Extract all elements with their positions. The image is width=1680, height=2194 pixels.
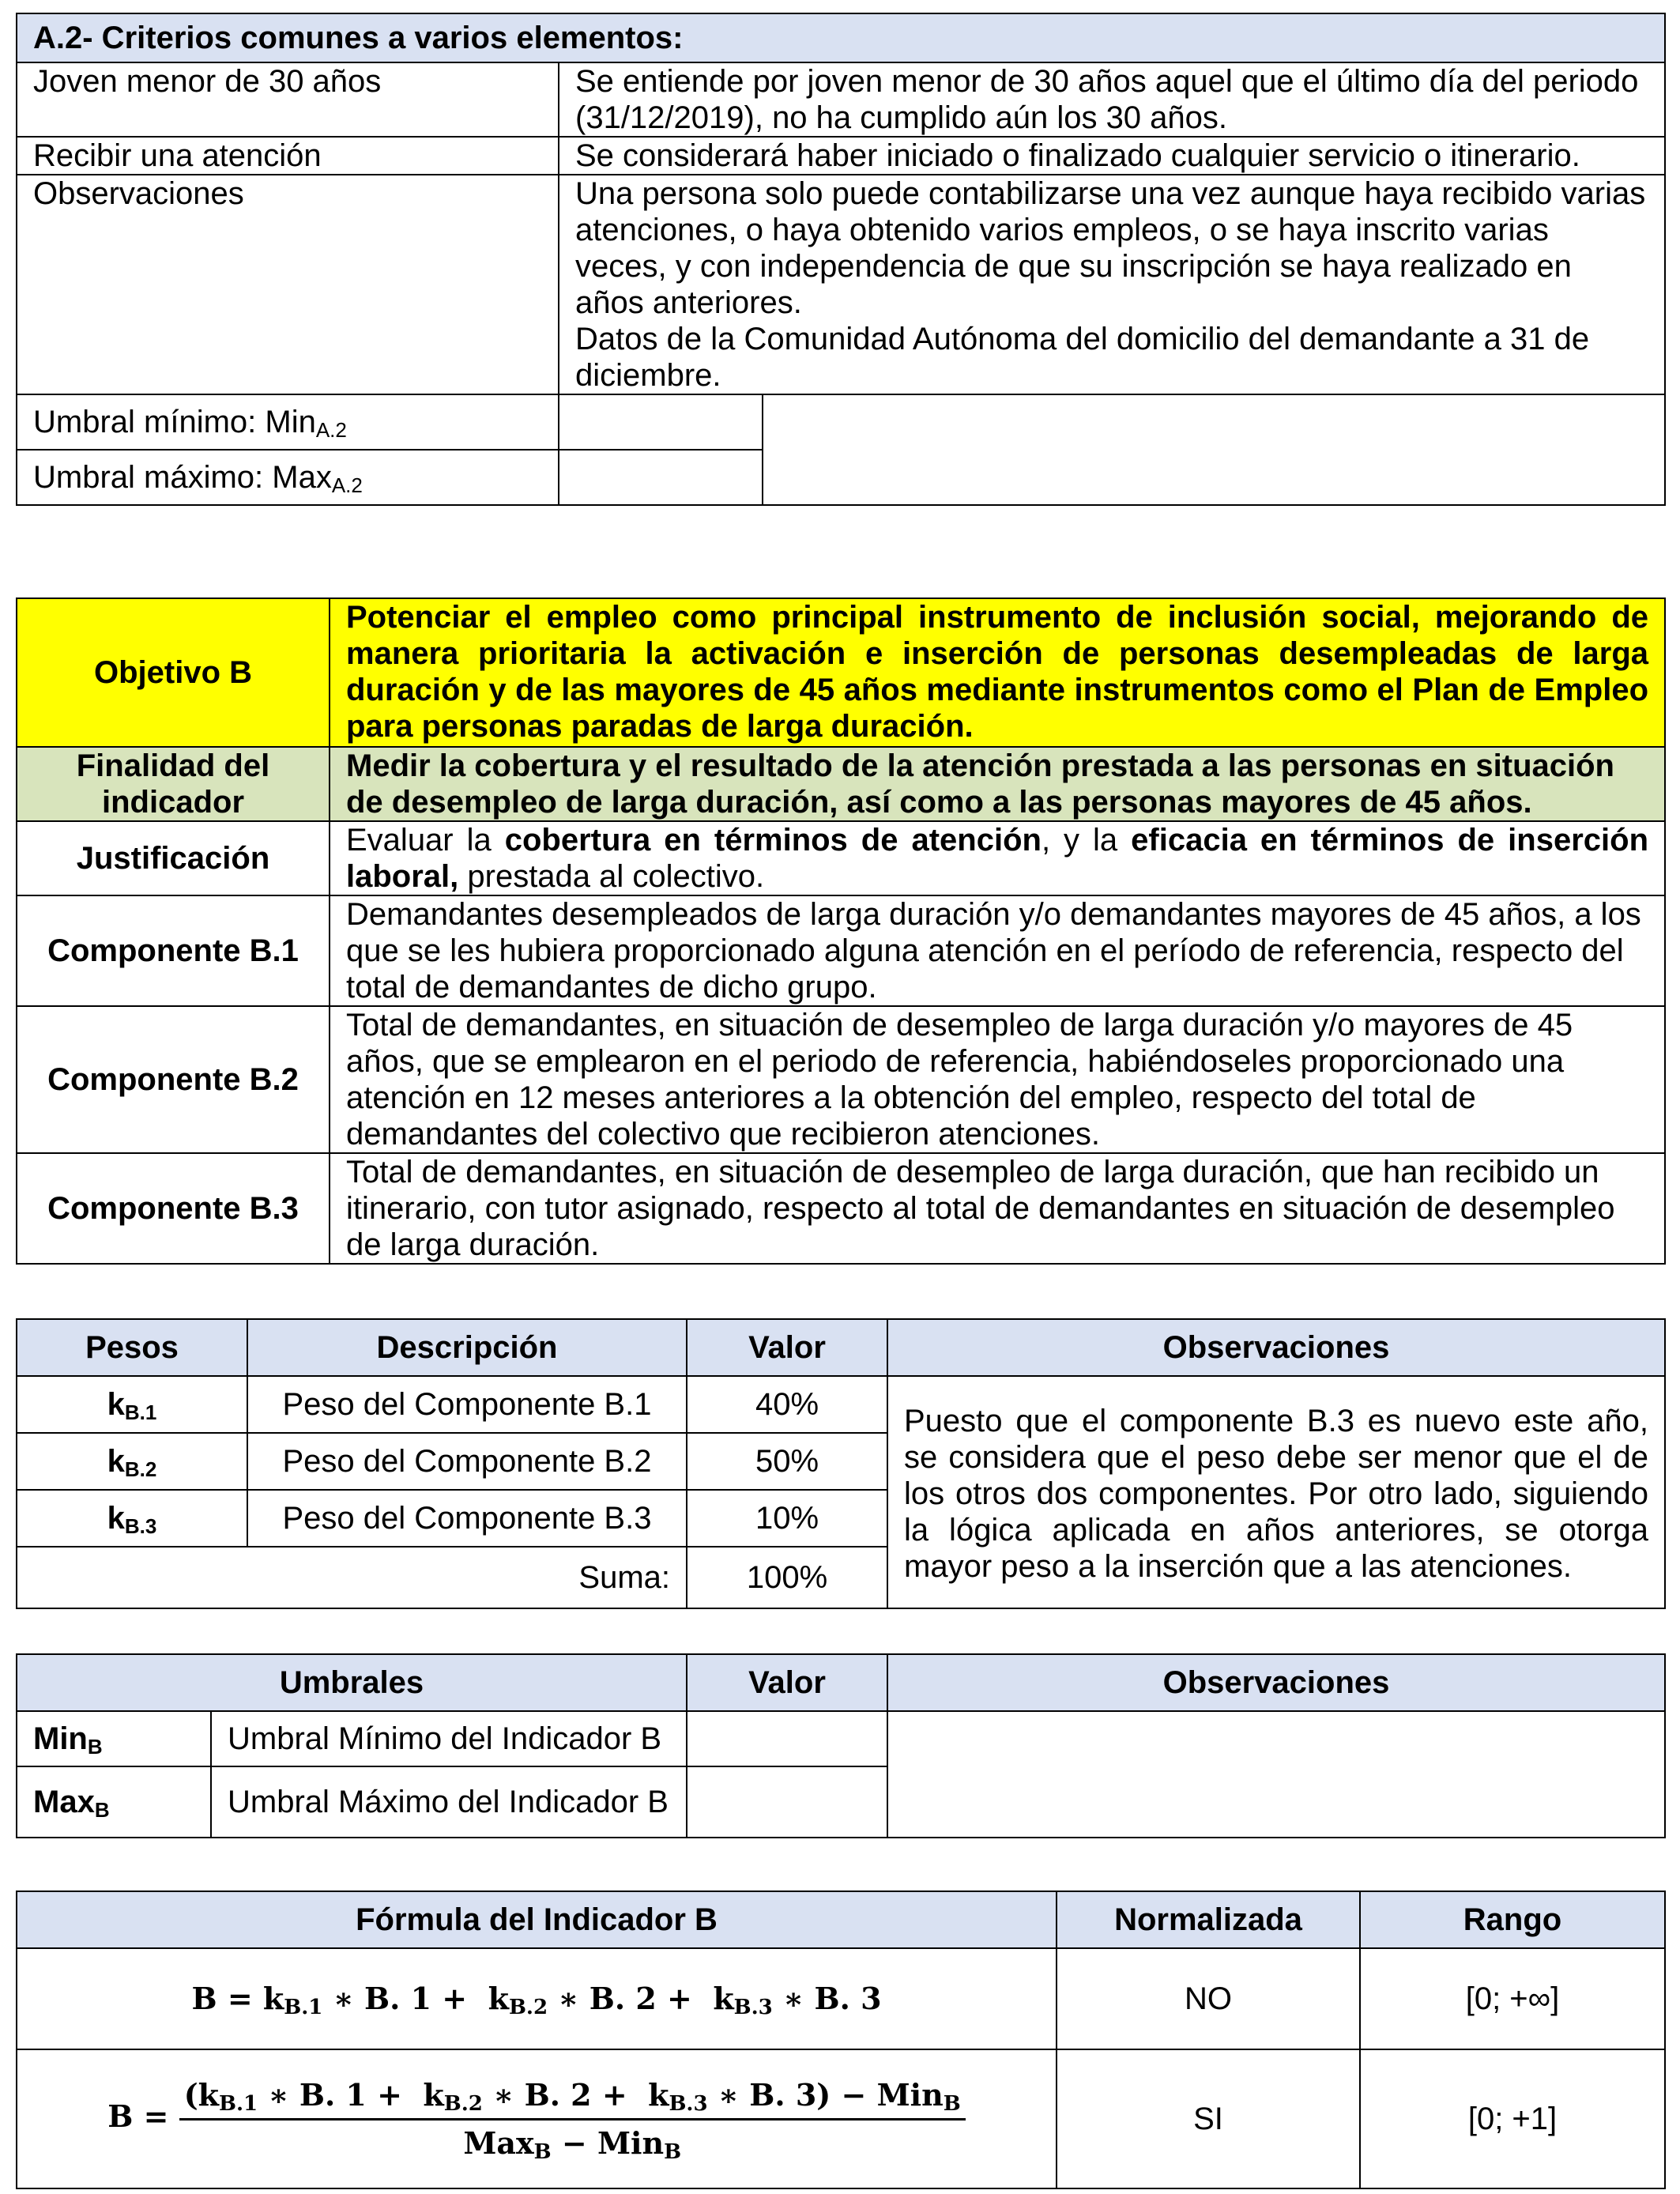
componente-b1-label: Componente B.1: [17, 895, 330, 1006]
pesos-suma-valor: 100%: [687, 1547, 887, 1608]
pesos-header-observaciones: Observaciones: [887, 1319, 1665, 1376]
peso-desc-b3: Peso del Componente B.3: [247, 1490, 687, 1547]
pesos-table: [16, 1318, 1666, 1609]
umbrales-header-valor: Valor: [687, 1654, 887, 1711]
a2-umbral-maximo-value: [559, 450, 763, 505]
componente-b2-text: Total de demandantes, en situación de desempleo de larga duración y/o mayores de 45 años, que se emplearon en el periodo de referencia, habiéndoseles proporcionado una atención en 12 meses anteriores a la obtención del empleo, respecto del total de demandantes del colectivo que recibieron atenciones.: [330, 1006, 1665, 1153]
formula-header: Fórmula del Indicador B: [17, 1891, 1057, 1948]
a2-label-joven: Joven menor de 30 años: [17, 62, 559, 137]
formula-rango-1: [0; +∞]: [1360, 1948, 1665, 2049]
a2-umbral-minimo-value: [559, 394, 763, 450]
a2-label-atencion: Recibir una atención: [17, 137, 559, 175]
objetivo-b-table: [16, 598, 1666, 1265]
umbral-min-desc: Umbral Mínimo del Indicador B: [211, 1711, 687, 1766]
peso-k-b1: $k_{B.1}$: [17, 1376, 247, 1433]
finalidad-text: Medir la cobertura y el resultado de la atención prestada a las personas en situación de desempleo de larga duración, así como a las personas mayores de 45 años.: [330, 747, 1665, 821]
umbral-max-desc: Umbral Máximo del Indicador B: [211, 1766, 687, 1838]
justificacion-text: Evaluar la cobertura en términos de atención, y la eficacia en términos de inserción laboral, prestada al colectivo.: [330, 821, 1665, 895]
justificacion-label: Justificación: [17, 821, 330, 895]
criterios-comunes-table: [16, 13, 1666, 506]
formula-rango-2: [0; +1]: [1360, 2049, 1665, 2188]
a2-observaciones-p1: Una persona solo puede contabilizarse una vez aunque haya recibido varias atenciones, o haya obtenido varios empleos, o se haya inscrito varias veces, y con independencia de que su inscripción se haya realizado en años anteriores.: [575, 176, 1646, 320]
peso-valor-b3: 10%: [687, 1490, 887, 1547]
formula-header-rango: Rango: [1360, 1891, 1665, 1948]
formula-header-normalizada: Normalizada: [1057, 1891, 1360, 1948]
umbral-max-code: Max$_B$: [17, 1766, 211, 1838]
pesos-header-descripcion: Descripción: [247, 1319, 687, 1376]
peso-k-b2: $k_{B.2}$: [17, 1433, 247, 1490]
a2-umbral-maximo-label: Umbral máximo: Max$_{A.2}$: [17, 450, 559, 505]
peso-desc-b2: Peso del Componente B.2: [247, 1433, 687, 1490]
umbrales-header: Umbrales: [17, 1654, 687, 1711]
pesos-suma-label: Suma:: [17, 1547, 687, 1608]
formula-b-unnormalized: [17, 1948, 1057, 2049]
formula-b-normalized: [17, 2049, 1057, 2188]
a2-umbral-minimo-label: Umbral mínimo: Min$_{A.2}$: [17, 394, 559, 450]
peso-valor-b1: 40%: [687, 1376, 887, 1433]
a2-text-atencion: Se considerará haber iniciado o finalizado cualquier servicio o itinerario.: [559, 137, 1665, 175]
peso-desc-b1: Peso del Componente B.1: [247, 1376, 687, 1433]
formula-table: [16, 1891, 1666, 2189]
umbrales-header-observaciones: Observaciones: [887, 1654, 1665, 1711]
umbrales-observaciones: [887, 1711, 1665, 1838]
peso-k-b3: $k_{B.3}$: [17, 1490, 247, 1547]
a2-observaciones-p2: Datos de la Comunidad Autónoma del domicilio del demandante a 31 de diciembre.: [575, 322, 1590, 393]
umbral-min-valor: [687, 1711, 887, 1766]
componente-b3-text: Total de demandantes, en situación de desempleo de larga duración, que han recibido un itinerario, con tutor asignado, respecto al total de demandantes en situación de desempleo de larga duración.: [330, 1153, 1665, 1264]
a2-label-observaciones: Observaciones: [17, 175, 559, 394]
componente-b1-text: Demandantes desempleados de larga duración y/o demandantes mayores de 45 años, a los que se les hubiera proporcionado alguna atención en el período de referencia, respecto del total de demandantes de dicho grupo.: [330, 895, 1665, 1006]
a2-umbral-observaciones: [763, 394, 1665, 505]
a2-text-joven: Se entiende por joven menor de 30 años aquel que el último día del periodo (31/12/2019), no ha cumplido aún los 30 años.: [559, 62, 1665, 137]
pesos-header-pesos: Pesos: [17, 1319, 247, 1376]
umbrales-table: [16, 1653, 1666, 1838]
peso-valor-b2: 50%: [687, 1433, 887, 1490]
formula-normalized-expression: B = $\frac{(k_{B.1} ∗ B. 1 + k_{B.2} ∗ B. 2 + k_{B.3} ∗ B. 3) - Min_B}{Max_B - Min_B}$: [107, 2098, 965, 2134]
objetivo-b-label: Objetivo B: [17, 598, 330, 747]
formula-expression: $B = k_{B.1}$ ∗ B. $1 + k_{B.2}$ ∗ B. $2 + k_{B.3}$ ∗ B. 3: [191, 1981, 882, 2019]
componente-b3-label: Componente B.3: [17, 1153, 330, 1264]
pesos-observaciones: Puesto que el componente B.3 es nuevo este año, se considera que el peso debe ser menor que el de los otros dos componentes. Por otro lado, siguiendo la lógica aplicada en años anteriores, se otorga mayor peso a la inserción que a las atenciones.: [887, 1376, 1665, 1608]
umbral-min-code: Min$_B$: [17, 1711, 211, 1766]
componente-b2-label: Componente B.2: [17, 1006, 330, 1153]
formula-normalizada-si: SI: [1057, 2049, 1360, 2188]
objetivo-b-text: Potenciar el empleo como principal instrumento de inclusión social, mejorando de manera prioritaria la activación e inserción de personas desempleadas de larga duración y de las mayores de 45 años mediante instrumentos como el Plan de Empleo para personas paradas de larga duración.: [330, 598, 1665, 747]
pesos-header-valor: Valor: [687, 1319, 887, 1376]
a2-text-observaciones: [559, 175, 1665, 394]
umbral-max-valor: [687, 1766, 887, 1838]
formula-normalizada-no: NO: [1057, 1948, 1360, 2049]
a2-title: A.2- Criterios comunes a varios elementos:: [17, 13, 1665, 62]
finalidad-label: Finalidad del indicador: [17, 747, 330, 821]
